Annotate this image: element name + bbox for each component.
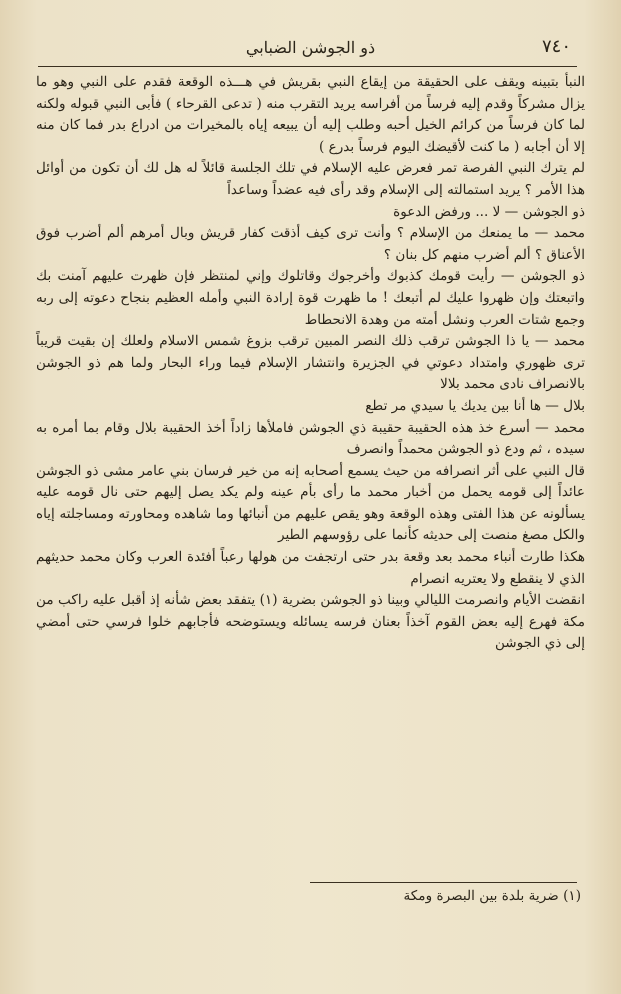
paragraph: محمد — ما يمنعك من الإسلام ؟ وأنت ترى كيف أذقت كفار قريش وبال أمرهم ألم أضرب فوق الأعناق ؟ ألم أضرب منهم كل بنان ؟ [36,225,585,263]
page-header [40,36,581,66]
running-title: ذو الجوشن الضبابي [245,38,376,57]
page-number: ٧٤٠ [541,36,571,57]
paragraph: هكذا طارت أنباء محمد بعد وقعة بدر حتى ارتجفت من هولها رعباً أفئدة العرب وكان محمد حديثهم الذي لا ينقطع ولا يعتريه انصرام [36,549,585,587]
paragraph: النبأ بتبينه ويقف على الحقيقة من إيقاع النبي بقريش في هـــذه الوقعة فقدم على النبي وهو ما يزال مشركاً وقدم إليه فرساً من أفراسه يريد التقرب منه ( تدعى القرحاء ) فأبى النبي قبوله ولكنه لما كان فرساً من كرائم الخيل أحبه وطلب إليه أن يبيعه إياه بالمخيرات من ادراع بدر فما كان منه إلا أن أجابه ( ما كنت لأقيضك اليوم فرساً بدرع ) [36,74,585,155]
paragraph: ذو الجوشن — رأيت قومك كذبوك وأخرجوك وقاتلوك وإني لمنتظر فإن ظهرت عليهم آمنت بك واتبعتك وإن ظهروا عليك لم أتبعك ! ما ظهرت قوة إرادة النبي وأمله العظيم بنجاح دعوته إلى ربه وجمع شتات العرب ونشل أمته من وهدة الانحطاط [36,268,585,328]
paragraph: ذو الجوشن — لا ... ورفض الدعوة [393,203,585,220]
paragraph: قال النبي على أثر انصرافه من حيث يسمع أصحابه إنه من خير فرسان بني عامر مشى ذو الجوشن عائداً إلى قومه يحمل من أخبار محمد ما رأى بأم عينه ولم يكد يصل إليهم حتى نال قومه عليه يسألونه عن هذا الفتى وهذه الوقعة وهو يقص عليهم من أنبائها وما شاهده ومحاورته ومساجلته إياه والكل مصغ منصت إلى حديثه كأنما على رؤوسهم الطير [36,462,585,544]
paragraph: محمد — يا ذا الجوشن ترقب ذلك النصر المبين ترقب بزوغ شمس الاسلام ولعلك إن بقيت قريباً ترى ظهوري وامتداد دعوتي في الجزيرة وانتشار الإسلام فيما وراء البحار ولما هم ذو الجوشن بالانصراف نادى محمد بلالا [36,333,585,393]
paragraph: انقضت الأيام وانصرمت الليالي وبينا ذو الجوشن بضرية (١) يتفقد بعض شأنه إذ أقبل عليه راكب من مكة فهرع إليه بعض القوم آخذاً بعنان فرسه يسائله ويستوضحه فأجابهم خلوا فرسي حتى أمضي إلى ذي الجوشن [36,592,585,652]
paragraph: بلال — ها أنا بين يديك يا سيدي مر تطع [365,397,585,414]
paragraph: محمد — أسرع خذ هذه الحقيبة حقيبة ذي الجوشن فاملأها زاداً أخذ الحقيبة بلال وقام بما أمره به سيده ، ثم ودع ذو الجوشن محمداً وانصرف [36,419,585,458]
footnote-rule [310,882,577,883]
body-text [36,72,585,655]
footnote: (١) ضرية بلدة بين البصرة ومكة [403,888,581,904]
header-rule [38,66,577,67]
paragraph: لم يترك النبي الفرصة تمر فعرض عليه الإسلام في تلك الجلسة قائلاً له هل لك أن تكون من أوائل هذا الأمر ؟ يريد استمالته إلى الإسلام وقد رأى فيه عضداً وساعداً [36,160,585,198]
